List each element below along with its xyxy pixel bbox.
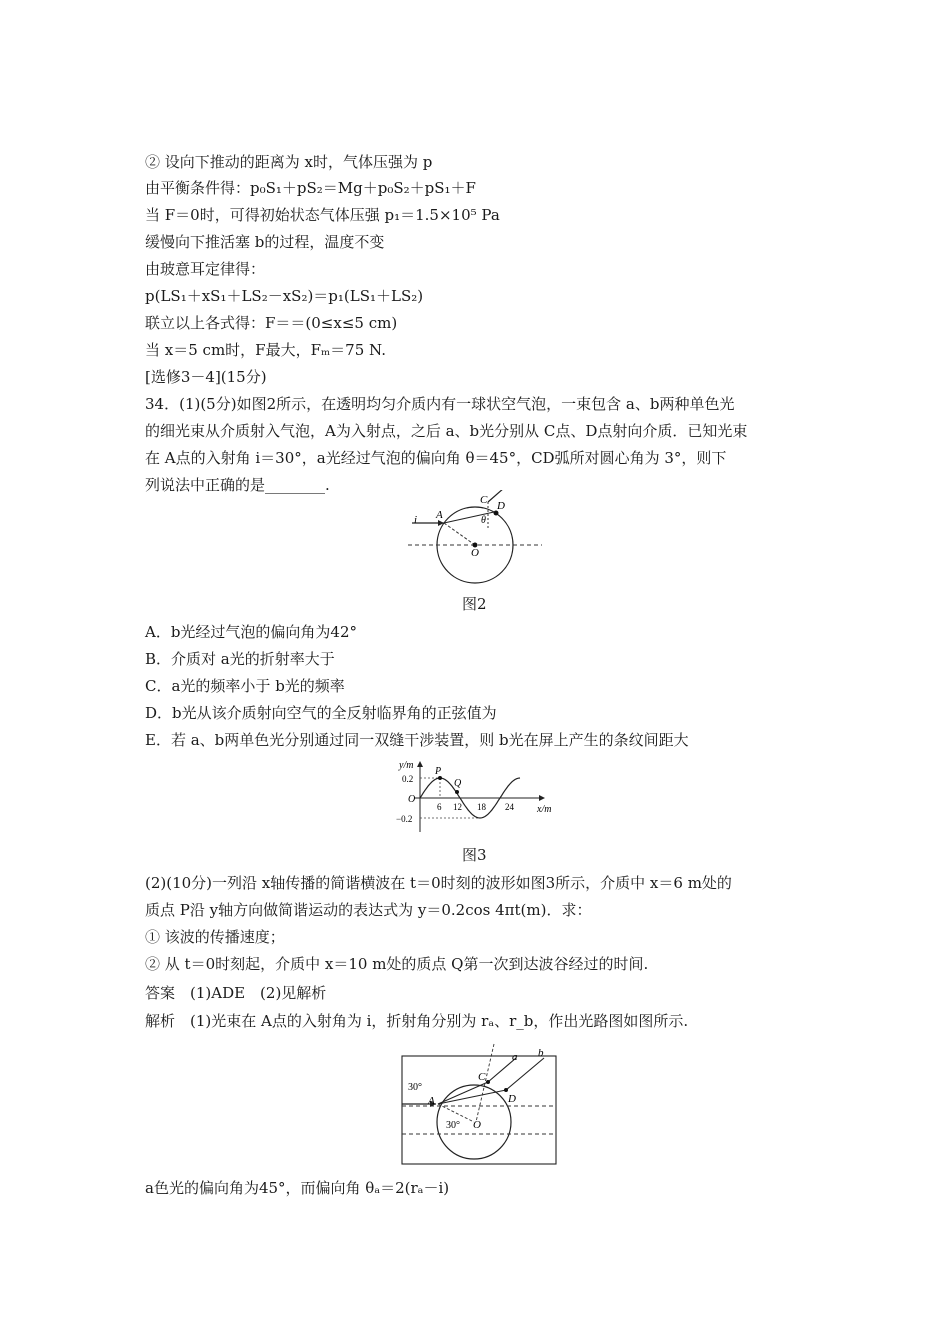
label-i: i [414,514,418,526]
label-D: D [497,500,505,512]
text-line: a色光的偏向角为45°，而偏向角 θₐ＝2(rₐ－i) [145,1179,450,1197]
text-line: ② 设向下推动的距离为 x时，气体压强为 p [145,153,433,171]
option-e: E．若 a、b两单色光分别通过同一双缝干涉装置，则 b光在屏上产生的条纹间距大 [145,731,689,749]
label-D: D [508,1093,516,1105]
ytick-label: −0.2 [396,814,413,824]
origin-label: O [408,794,416,805]
question-line: 质点 P沿 y轴方向做简谐运动的表达式为 y＝0.2cos 4πt(m)．求： [145,901,592,919]
x-axis-label: x/m [537,804,552,815]
refracted-ray [444,512,494,523]
angle-label-bottom: 30° [446,1120,460,1131]
text-line: p(LS₁＋xS₁＋LS₂－xS₂)＝p₁(LS₁＋LS₂) [145,287,424,305]
text-line: 当 x＝5 cm时，F最大，Fₘ＝75 N. [145,341,386,359]
answer-line: 答案 (1)ADE (2)见解析 [145,984,327,1002]
text-line: 当 F＝0时，可得初始状态气体压强 p₁＝1.5×10⁵ Pa [145,206,500,224]
x-axis-arrow-icon [539,795,545,801]
point-C [486,1080,490,1084]
ray-b-inside [438,1090,506,1104]
option-a: A．b光经过气泡的偏向角为42° [145,623,358,641]
angle-label-top: 30° [408,1082,422,1093]
figure-4-light-path [398,1042,560,1168]
label-Q: Q [454,778,462,789]
label-P: P [435,766,442,777]
y-axis-label: y/m [399,760,414,771]
figure-3-caption: 图3 [462,846,487,864]
question-line: ① 该波的传播速度； [145,928,285,946]
question-line: 列说法中正确的是________. [145,476,330,494]
question-line: 34．(1)(5分)如图2所示，在透明均匀介质内有一球状空气泡，一束包含 a、b两种单色光 [145,395,735,413]
normal-line [444,523,475,545]
label-b: b [538,1047,544,1059]
label-O: O [471,547,479,559]
option-b: B．介质对 a光的折射率大于 [145,650,335,668]
text-line: 联立以上各式得：F＝＝(0≤x≤5 cm) [145,314,398,332]
option-d: D．b光从该介质射向空气的全反射临界角的正弦值为 [145,704,497,722]
xtick-label: 12 [453,802,462,812]
question-line: 的细光束从介质射入气泡，A为入射点，之后 a、b光分别从 C点、D点射向介质．已知光束 [145,422,748,440]
figure-3-wave-chart [390,758,560,838]
label-C: C [478,1071,486,1083]
text-line: [选修3－4](15分) [145,368,267,386]
figure-2-bubble-diagram [400,490,550,590]
label-O: O [473,1119,481,1131]
label-theta: θ [481,515,486,526]
ytick-label: 0.2 [402,774,414,784]
xtick-label: 18 [477,802,486,812]
text-line: 缓慢向下推活塞 b的过程，温度不变 [145,233,385,251]
point-Q [455,790,459,794]
xtick-label: 6 [437,802,442,812]
text-line: 由玻意耳定律得： [145,260,266,278]
label-C: C [480,494,488,506]
question-line: 在 A点的入射角 i＝30°，a光经过气泡的偏向角 θ＝45°，CD弧所对圆心角为 3°，则下 [145,449,727,467]
question-line: (2)(10分)一列沿 x轴传播的简谐横波在 t＝0时刻的波形如图3所示，介质中 x＝6 m处的 [145,874,732,892]
point-D [504,1088,508,1092]
y-axis-arrow-icon [417,761,423,767]
ray-a-inside [438,1082,488,1104]
label-A: A [436,509,443,521]
text-line: 由平衡条件得：p₀S₁＋pS₂＝Mg＋p₀S₂＋pS₁＋F [145,179,476,197]
label-a: a [512,1051,518,1063]
question-line: ② 从 t＝0时刻起，介质中 x＝10 m处的质点 Q第一次到达波谷经过的时间. [145,955,649,973]
figure-2-caption: 图2 [462,595,487,613]
label-A: A [428,1095,435,1107]
option-c: C．a光的频率小于 b光的频率 [145,677,345,695]
xtick-label: 24 [505,802,514,812]
analysis-line: 解析 (1)光束在 A点的入射角为 i，折射角分别为 rₐ、r_b，作出光路图如图所示. [145,1012,689,1030]
